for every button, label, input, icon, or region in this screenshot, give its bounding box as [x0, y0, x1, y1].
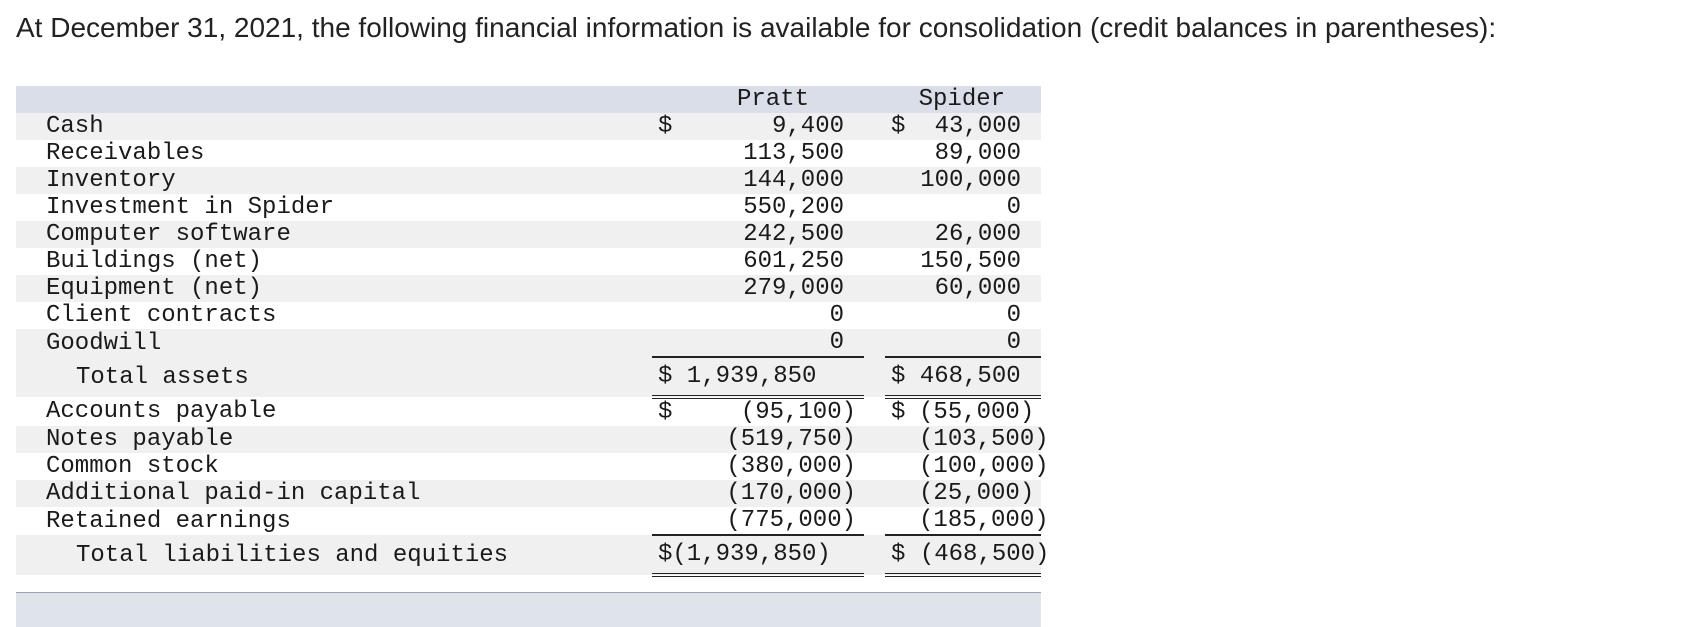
row-label: Receivables	[16, 140, 652, 167]
pratt-value: 0	[686, 329, 864, 357]
row-label: Inventory	[16, 167, 652, 194]
row-label: Cash	[16, 113, 652, 140]
row-label: Common stock	[16, 453, 652, 480]
total-liabilities-row	[16, 535, 1041, 575]
pratt-value: (775,000)	[686, 507, 864, 535]
spider-value: 150,500	[919, 248, 1041, 275]
row-label: Additional paid-in capital	[16, 480, 652, 507]
pratt-value: (95,100)	[686, 397, 864, 426]
spider-value: 89,000	[919, 140, 1041, 167]
currency-sign: $	[885, 397, 919, 426]
page-heading: At December 31, 2021, the following financial information is available for consolidation (credit balances in parentheses):	[16, 12, 1497, 43]
table-row	[16, 507, 1041, 535]
row-label: Equipment (net)	[16, 275, 652, 302]
row-label: Notes payable	[16, 426, 652, 453]
row-label: Computer software	[16, 221, 652, 248]
table-row	[16, 275, 1041, 302]
spider-value: 60,000	[919, 275, 1041, 302]
pratt-value: 0	[686, 302, 864, 329]
total-liabilities-pratt: $(1,939,850)	[652, 535, 864, 575]
row-label: Investment in Spider	[16, 194, 652, 221]
spider-value: 0	[919, 302, 1041, 329]
pratt-value: 9,400	[686, 113, 864, 140]
row-label: Buildings (net)	[16, 248, 652, 275]
total-assets-label: Total assets	[16, 357, 652, 397]
pratt-value: 242,500	[686, 221, 864, 248]
total-assets-pratt: $ 1,939,850	[652, 357, 864, 397]
column-header-pratt: Pratt	[652, 86, 864, 113]
spider-value: 100,000	[919, 167, 1041, 194]
currency-sign: $	[652, 397, 686, 426]
table-row	[16, 194, 1041, 221]
currency-sign: $	[885, 113, 919, 140]
row-label: Client contracts	[16, 302, 652, 329]
row-label: Goodwill	[16, 329, 652, 357]
table-row	[16, 113, 1041, 140]
column-header-spider: Spider	[885, 86, 1041, 113]
table-footer-bar	[16, 592, 1041, 627]
table-row	[16, 302, 1041, 329]
spider-value: 26,000	[919, 221, 1041, 248]
pratt-value: 279,000	[686, 275, 864, 302]
spider-value: 0	[919, 329, 1041, 357]
table-row	[16, 426, 1041, 453]
table-row	[16, 248, 1041, 275]
table-row	[16, 140, 1041, 167]
pratt-value: 601,250	[686, 248, 864, 275]
table-header-row	[16, 86, 1041, 113]
table-row	[16, 167, 1041, 194]
pratt-value: (170,000)	[686, 480, 864, 507]
total-assets-spider: $ 468,500	[885, 357, 1041, 397]
total-liabilities-label: Total liabilities and equities	[16, 535, 652, 575]
currency-sign: $	[652, 113, 686, 140]
table-row	[16, 453, 1041, 480]
table-row	[16, 329, 1041, 357]
pratt-value: (519,750)	[686, 426, 864, 453]
total-liabilities-spider: $ (468,500)	[885, 535, 1041, 575]
spider-value: 43,000	[919, 113, 1041, 140]
table-row	[16, 221, 1041, 248]
table-row	[16, 480, 1041, 507]
spider-value: (55,000)	[919, 397, 1041, 426]
pratt-value: (380,000)	[686, 453, 864, 480]
pratt-value: 144,000	[686, 167, 864, 194]
spider-value: (103,500)	[919, 426, 1049, 453]
pratt-value: 113,500	[686, 140, 864, 167]
total-assets-row	[16, 357, 1041, 397]
spider-value: (185,000)	[919, 507, 1049, 534]
row-label: Retained earnings	[16, 507, 652, 535]
spider-value: (25,000)	[919, 480, 1041, 507]
table-row	[16, 397, 1041, 426]
financial-table	[16, 86, 1050, 577]
row-label: Accounts payable	[16, 397, 652, 426]
spider-value: 0	[919, 194, 1041, 221]
spider-value: (100,000)	[919, 453, 1049, 480]
pratt-value: 550,200	[686, 194, 864, 221]
